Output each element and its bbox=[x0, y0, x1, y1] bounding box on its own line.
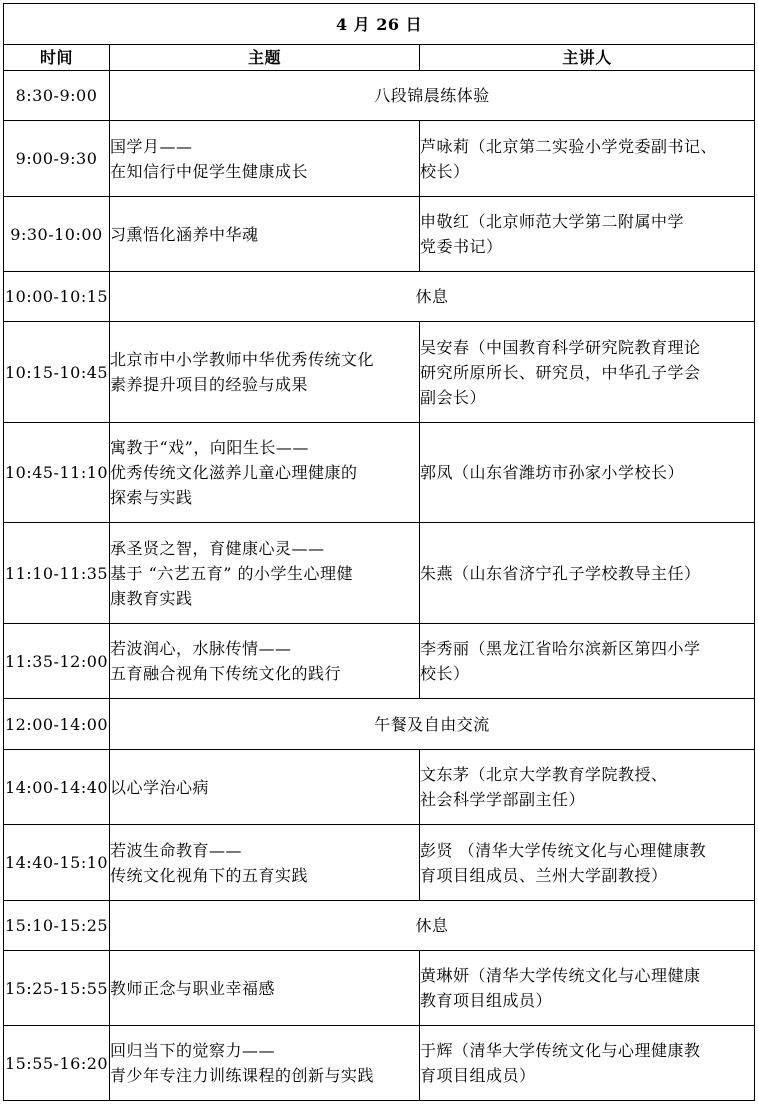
header-topic: 主题 bbox=[110, 45, 420, 71]
session-row bbox=[4, 951, 755, 1026]
time-cell: 11:35-12:00 bbox=[4, 624, 110, 699]
topic-cell bbox=[110, 951, 420, 1026]
time-cell: 8:30-9:00 bbox=[4, 71, 110, 121]
speaker-cell-line: 芦咏莉（北京第二实验小学党委副书记、 bbox=[420, 136, 718, 156]
topic-cell bbox=[110, 1026, 420, 1101]
topic-cell bbox=[110, 750, 420, 825]
topic-cell-line: 以心学治心病 bbox=[110, 777, 210, 797]
speaker-cell bbox=[420, 523, 755, 624]
topic-cell bbox=[110, 197, 420, 272]
topic-cell-line: 若波生命教育—— bbox=[110, 840, 243, 860]
speaker-cell bbox=[420, 423, 755, 523]
speaker-cell bbox=[420, 825, 755, 901]
speaker-cell-line: 文东茅（北京大学教育学院教授、 bbox=[420, 765, 668, 784]
topic-cell-line: 教师正念与职业幸福感 bbox=[110, 978, 276, 998]
topic-cell-line: 康教育实践 bbox=[110, 588, 193, 608]
schedule-date-title: 4 月 26 日 bbox=[4, 4, 755, 45]
topic-cell-line: 国学月—— bbox=[110, 136, 193, 156]
speaker-cell bbox=[420, 197, 755, 272]
session-row bbox=[4, 121, 755, 197]
speaker-cell-line: 申敬红（北京师范大学第二附属中学 bbox=[420, 212, 685, 231]
speaker-cell-line: 育项目组成员、兰州大学副教授） bbox=[420, 865, 668, 885]
speaker-cell-line: 研究所原所长、研究员，中华孔子学会 bbox=[420, 362, 701, 382]
topic-cell-line: 习熏悟化涵养中华魂 bbox=[110, 224, 259, 244]
topic-cell-line: 青少年专注力训练课程的创新与实践 bbox=[110, 1066, 375, 1085]
topic-cell-line: 回归当下的觉察力—— bbox=[110, 1041, 276, 1060]
header-time: 时间 bbox=[4, 45, 110, 71]
speaker-cell-line: 于辉（清华大学传统文化与心理健康教 bbox=[420, 1041, 701, 1060]
speaker-cell bbox=[420, 322, 755, 423]
topic-cell-line: 五育融合视角下传统文化的践行 bbox=[110, 664, 342, 683]
header-row bbox=[4, 45, 755, 71]
topic-cell-line: 素养提升项目的经验与成果 bbox=[110, 375, 309, 394]
session-row bbox=[4, 322, 755, 423]
speaker-cell-line: 副会长） bbox=[420, 387, 487, 407]
time-cell: 12:00-14:00 bbox=[4, 699, 110, 750]
title-row bbox=[4, 4, 755, 45]
topic-cell-line: 若波润心，水脉传情—— bbox=[110, 639, 292, 658]
topic-cell bbox=[110, 423, 420, 523]
break-row bbox=[4, 272, 755, 322]
speaker-cell-line: 教育项目组成员） bbox=[420, 991, 553, 1010]
session-row bbox=[4, 197, 755, 272]
topic-cell bbox=[110, 523, 420, 624]
speaker-cell bbox=[420, 951, 755, 1026]
time-cell: 10:15-10:45 bbox=[4, 322, 110, 423]
activity-cell: 休息 bbox=[110, 272, 755, 322]
session-row bbox=[4, 523, 755, 624]
session-row bbox=[4, 423, 755, 523]
time-cell: 15:55-16:20 bbox=[4, 1026, 110, 1101]
time-cell: 15:10-15:25 bbox=[4, 901, 110, 951]
time-cell: 9:30-10:00 bbox=[4, 197, 110, 272]
topic-cell-line: 基于 “六艺五育” 的小学生心理健 bbox=[110, 563, 354, 583]
break-row bbox=[4, 71, 755, 121]
speaker-cell-line: 育项目组成员） bbox=[420, 1066, 536, 1085]
activity-cell: 休息 bbox=[110, 901, 755, 951]
time-cell: 11:10-11:35 bbox=[4, 523, 110, 624]
topic-cell bbox=[110, 322, 420, 423]
speaker-cell-line: 朱燕（山东省济宁孔子学校教导主任） bbox=[420, 563, 701, 583]
time-cell: 10:45-11:10 bbox=[4, 423, 110, 523]
speaker-cell-line: 社会科学学部副主任） bbox=[420, 790, 586, 809]
topic-cell-line: 在知信行中促学生健康成长 bbox=[110, 161, 309, 181]
speaker-cell-line: 校长） bbox=[420, 161, 470, 181]
speaker-cell-line: 郭凤（山东省潍坊市孙家小学校长） bbox=[420, 463, 685, 482]
speaker-cell bbox=[420, 750, 755, 825]
topic-cell bbox=[110, 121, 420, 197]
topic-cell-line: 探索与实践 bbox=[110, 488, 193, 507]
speaker-cell-line: 彭贤 （清华大学传统文化与心理健康教 bbox=[420, 840, 707, 860]
time-cell: 15:25-15:55 bbox=[4, 951, 110, 1026]
topic-cell-line: 承圣贤之智，育健康心灵—— bbox=[110, 538, 325, 558]
topic-cell bbox=[110, 825, 420, 901]
speaker-cell bbox=[420, 1026, 755, 1101]
session-row bbox=[4, 825, 755, 901]
topic-cell-line: 寓教于“戏”，向阳生长—— bbox=[110, 438, 309, 457]
topic-cell-line: 北京市中小学教师中华优秀传统文化 bbox=[110, 350, 375, 369]
session-row bbox=[4, 1026, 755, 1101]
speaker-cell-line: 李秀丽（黑龙江省哈尔滨新区第四小学 bbox=[420, 639, 701, 658]
activity-cell: 八段锦晨练体验 bbox=[110, 71, 755, 121]
break-row bbox=[4, 699, 755, 750]
speaker-cell-line: 黄琳妍（清华大学传统文化与心理健康 bbox=[420, 966, 701, 985]
speaker-cell-line: 党委书记） bbox=[420, 237, 503, 256]
time-cell: 9:00-9:30 bbox=[4, 121, 110, 197]
session-row bbox=[4, 624, 755, 699]
break-row bbox=[4, 901, 755, 951]
speaker-cell bbox=[420, 121, 755, 197]
schedule-table bbox=[3, 3, 755, 1101]
header-speaker: 主讲人 bbox=[420, 45, 755, 71]
topic-cell-line: 传统文化视角下的五育实践 bbox=[110, 865, 309, 885]
time-cell: 14:40-15:10 bbox=[4, 825, 110, 901]
speaker-cell bbox=[420, 624, 755, 699]
topic-cell bbox=[110, 624, 420, 699]
speaker-cell-line: 吴安春（中国教育科学研究院教育理论 bbox=[420, 337, 701, 357]
speaker-cell-line: 校长） bbox=[420, 664, 470, 683]
time-cell: 10:00-10:15 bbox=[4, 272, 110, 322]
activity-cell: 午餐及自由交流 bbox=[110, 699, 755, 750]
time-cell: 14:00-14:40 bbox=[4, 750, 110, 825]
session-row bbox=[4, 750, 755, 825]
topic-cell-line: 优秀传统文化滋养儿童心理健康的 bbox=[110, 463, 358, 482]
